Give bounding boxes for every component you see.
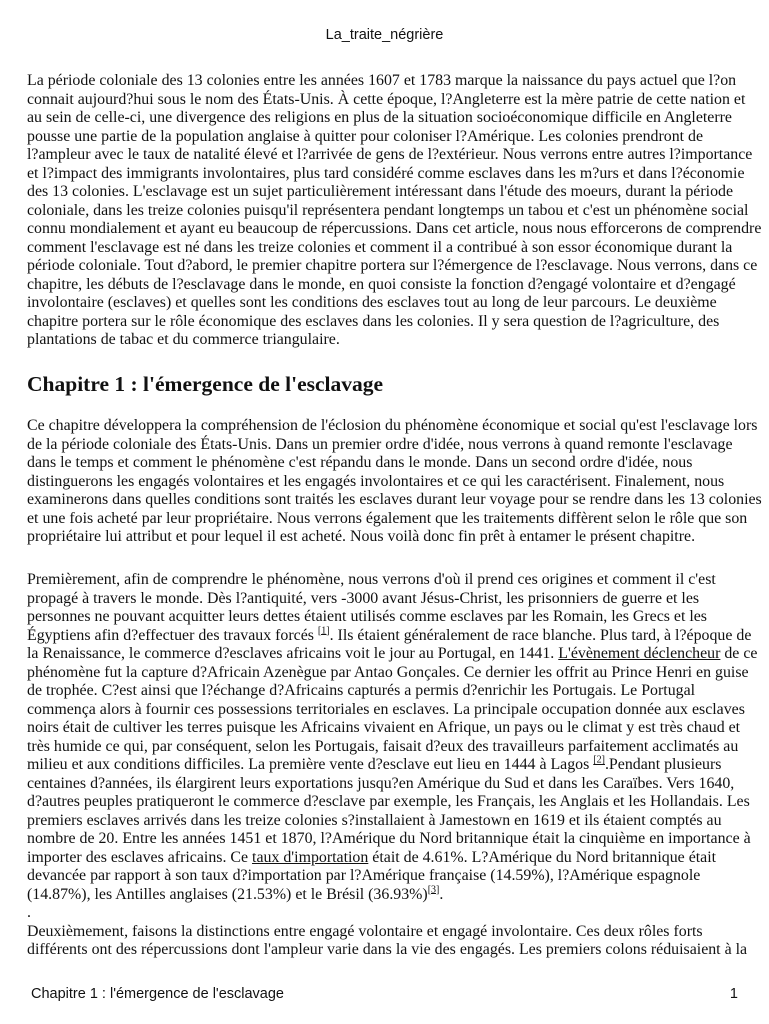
text-run: dans le temps et comment le phénomène c'est répandu dans le monde. Dans un second ordre d'idée, nous [27,454,693,471]
text-run: .Pendant plusieurs [604,756,722,773]
text-run: la Renaissance, le commerce d?esclaves africains voit le jour au Portugal, en 1441. [27,645,559,662]
text-run: différents ont des répercussions dont l'ampleur varie dans la vie des engagés. Les premiers colons réduisaient à la [27,941,748,958]
text-line [27,608,762,627]
text-line [27,146,762,165]
text-run: connait aujourd?hui sous le nom des États-Unis. À cette époque, l?Angleterre est la mère patrie de cette nation et [27,90,746,108]
text-run: et une fois acheté par leur propriétaire. Nous verrons également que les traitements diffèrent selon le rôle que son [27,509,748,527]
text-line [27,793,762,812]
glossary-link[interactable]: L'évènement déclencheur [558,645,721,662]
text-run: et l?impact des immigrants involontaires, plus tard considéré comme esclaves dans les m?urs et dans l?économie [27,164,745,182]
text-run: connu mondialement et ayant eu beaucoup de répercussions. Dans cet article, nous nous efforcerons de comprendre [27,220,762,237]
text-run: examinerons dans quelles conditions sont traités les esclaves durant leur voyage pour se rendre dans les 13 colonies [27,491,762,508]
body-paragraph [27,571,762,960]
text-line [27,812,762,831]
text-run: milieu et aux conditions difficiles. La première vente d?esclave eut lieu en 1444 à Lagos [27,756,594,773]
text-run: propagé à travers le monde. Dès l?antiquité, vers -3000 avant Jésus-Christ, les prisonniers de guerre et les [27,589,700,607]
text-run: nombre de 20. Entre les années 1451 et 1870, l?Amérique du Nord britannique était la cinquième en importance à [27,830,751,847]
footnote-link[interactable]: [2] [593,754,605,766]
text-run: . Ils étaient généralement de race blanche. Plus tard, à l?époque de [329,626,752,644]
text-run: Deuxièmement, faisons la distinctions entre engagé volontaire et engagé involontaire. Ces deux rôles forts [27,922,703,940]
text-line [27,491,762,510]
footnote-ref[interactable] [428,884,440,895]
text-run: commença alors à fournir ces possessions territoriales en esclaves. La principale occupation donnée aux esclaves [27,700,745,718]
text-run: très humide ce qui, par conséquent, selon les Portugais, faisait d?eux des travailleurs parfaitement acclimatés au [27,737,739,755]
text-line [27,590,762,609]
text-line [27,941,762,960]
text-run: . [439,885,444,903]
text-line [27,528,762,547]
text-run: période coloniale. Tout d?abord, le premier chapitre portera sur l?émergence de l?esclavage. Nous verrons, dans ce [27,257,758,274]
text-run: de la période coloniale des États-Unis. Dans un premier ordre d'idée, nous verrons à quand remonte l'esclavage [27,435,733,453]
text-line [27,202,762,221]
glossary-link[interactable]: taux d'importation [252,848,369,866]
text-run: Égyptiens afin d?effectuer des travaux forcés [27,626,318,644]
text-run: importer des esclaves africains. Ce [27,848,253,866]
text-run: des 13 colonies. L'esclavage est un sujet particulièrement intéressant dans l'étude des moeurs, durant la période [27,183,734,200]
text-line [27,72,762,91]
intro-paragraph [27,72,762,350]
text-line [27,313,762,332]
text-run: propriétaire lui attribut et pour lequel il est acheté. Nous voilà donc fin prêt à entamer le présent chapitre. [27,528,696,545]
text-run: de trophée. C?est ainsi que l?échange d?Africains capturés a permis d?enrichir les Portugais. Le Portugal [27,682,696,699]
text-line [27,830,762,849]
text-line [27,239,762,258]
text-line [27,571,762,590]
text-line [27,417,762,436]
text-line [27,904,762,923]
text-line [27,738,762,757]
text-run: était de 4.61%. L?Amérique du Nord britannique était [368,848,717,866]
text-run: chapitre, les débuts de l?esclavage dans le monde, en quoi consiste la fonction d?engagé volontaire et d?engagé [27,275,736,293]
text-run: premiers esclaves arrivés dans les treize colonies s?installaient à Jamestown en 1619 et ils étaient comptés au [27,811,722,829]
text-run: Ce chapitre développera la compréhension de l'éclosion du phénomène économique et social qu'est l'esclavage lors [27,417,758,434]
footnote-ref[interactable] [318,625,330,636]
text-line [27,719,762,738]
text-line [27,627,762,646]
text-line [27,701,762,720]
footer-chapter: Chapitre 1 : l'émergence de l'esclavage [31,986,284,1002]
document-title: La_traite_négrière [325,27,444,43]
text-run: chapitre portera sur le rôle économique des esclaves dans les colonies. Il y sera question de l?agriculture, des [27,312,720,330]
text-line [27,257,762,276]
text-run: d?autres peuples pratiqueront le commerce d?esclave par exemple, les Français, les Anglais et les Hollandais. Les [27,793,750,810]
text-line [27,682,762,701]
text-line [27,454,762,473]
text-run: personnes ne pouvant acquitter leurs dettes étaient utilisés comme esclaves par les Romain, les Grecs et les [27,608,707,625]
text-line [27,645,762,664]
text-run: de ce [720,645,758,662]
text-line [27,109,762,128]
text-line [27,510,762,529]
page-number: 1 [729,986,738,1002]
text-line [27,183,762,202]
chapter-intro-paragraph [27,417,762,547]
text-run: phénomène fut la capture d?Africain Azenègue par Antao Gonçales. Ce dernier les offrit au Prince Henri en guise [27,663,749,681]
text-run: pousse une partie de la population anglaise à quitter pour coloniser l?Amérique. Les colonies prendront de [27,127,704,145]
text-line [27,165,762,184]
text-run: involontaire (esclaves) et quelles sont les conditions des esclaves tout au long de leur parcours. Le deuxième [27,294,717,311]
text-run: l?ampleur avec le taux de natalité élevé et l?arrivée de gens de l?extérieur. Nous verrons entre autres l?importance [27,146,753,163]
text-line [27,128,762,147]
text-run: devancée par rapport à son taux d?importation par l?Amérique française (14.59%), l?Amérique espagnole [27,867,701,884]
footnote-link[interactable]: [3] [427,884,440,896]
text-run: Premièrement, afin de comprendre le phénomène, nous verrons d'où il prend ces origines et comment il c'est [27,571,716,588]
text-line [27,664,762,683]
text-line [27,331,762,350]
text-line [27,473,762,492]
text-line [27,91,762,110]
text-line [27,923,762,942]
text-line [27,775,762,794]
text-run: noirs était de cultiver les terres puisque les Africains vivaient en Afrique, un pays ou le climat y est très chaud et [27,719,741,736]
text-line [27,294,762,313]
footnote-link[interactable]: [1] [317,625,330,637]
text-line [27,756,762,775]
text-run: distinguerons les engagés volontaires et les engagés involontaires et ce qui les caractérisent. Finalement, nous [27,472,725,490]
text-run: coloniale, dans les treize colonies puisqu'il représentera pendant longtemps un tabou et c'est un phénomène social [27,201,749,219]
text-run: centaines d?années, ils élargirent leurs exportations jusqu?en Amérique du Sud et dans les Caraïbes. Vers 1640, [27,774,735,792]
text-line [27,276,762,295]
text-line [27,849,762,868]
text-run: (14.87%), les Antilles anglaises (21.53%) et le Brésil (36.93%) [27,885,428,903]
text-run: au sein de celle-ci, une divergence des religions en plus de la situation socioéconomique difficile en Angleterre [27,109,732,126]
text-run: comment l'esclavage est né dans les treize colonies et comment il a contribué à son essor économique durant la [27,238,733,256]
text-line [27,436,762,455]
text-run: La période coloniale des 13 colonies entre les années 1607 et 1783 marque la naissance du pays actuel que l?on [27,72,737,89]
text-line [27,220,762,239]
text-line [27,867,762,886]
text-run: . [27,904,31,921]
footnote-ref[interactable] [593,755,605,766]
text-run: plantations de tabac et du commerce triangulaire. [27,331,340,348]
text-line [27,886,762,905]
chapter-heading: Chapitre 1 : l'émergence de l'esclavage [27,372,384,396]
